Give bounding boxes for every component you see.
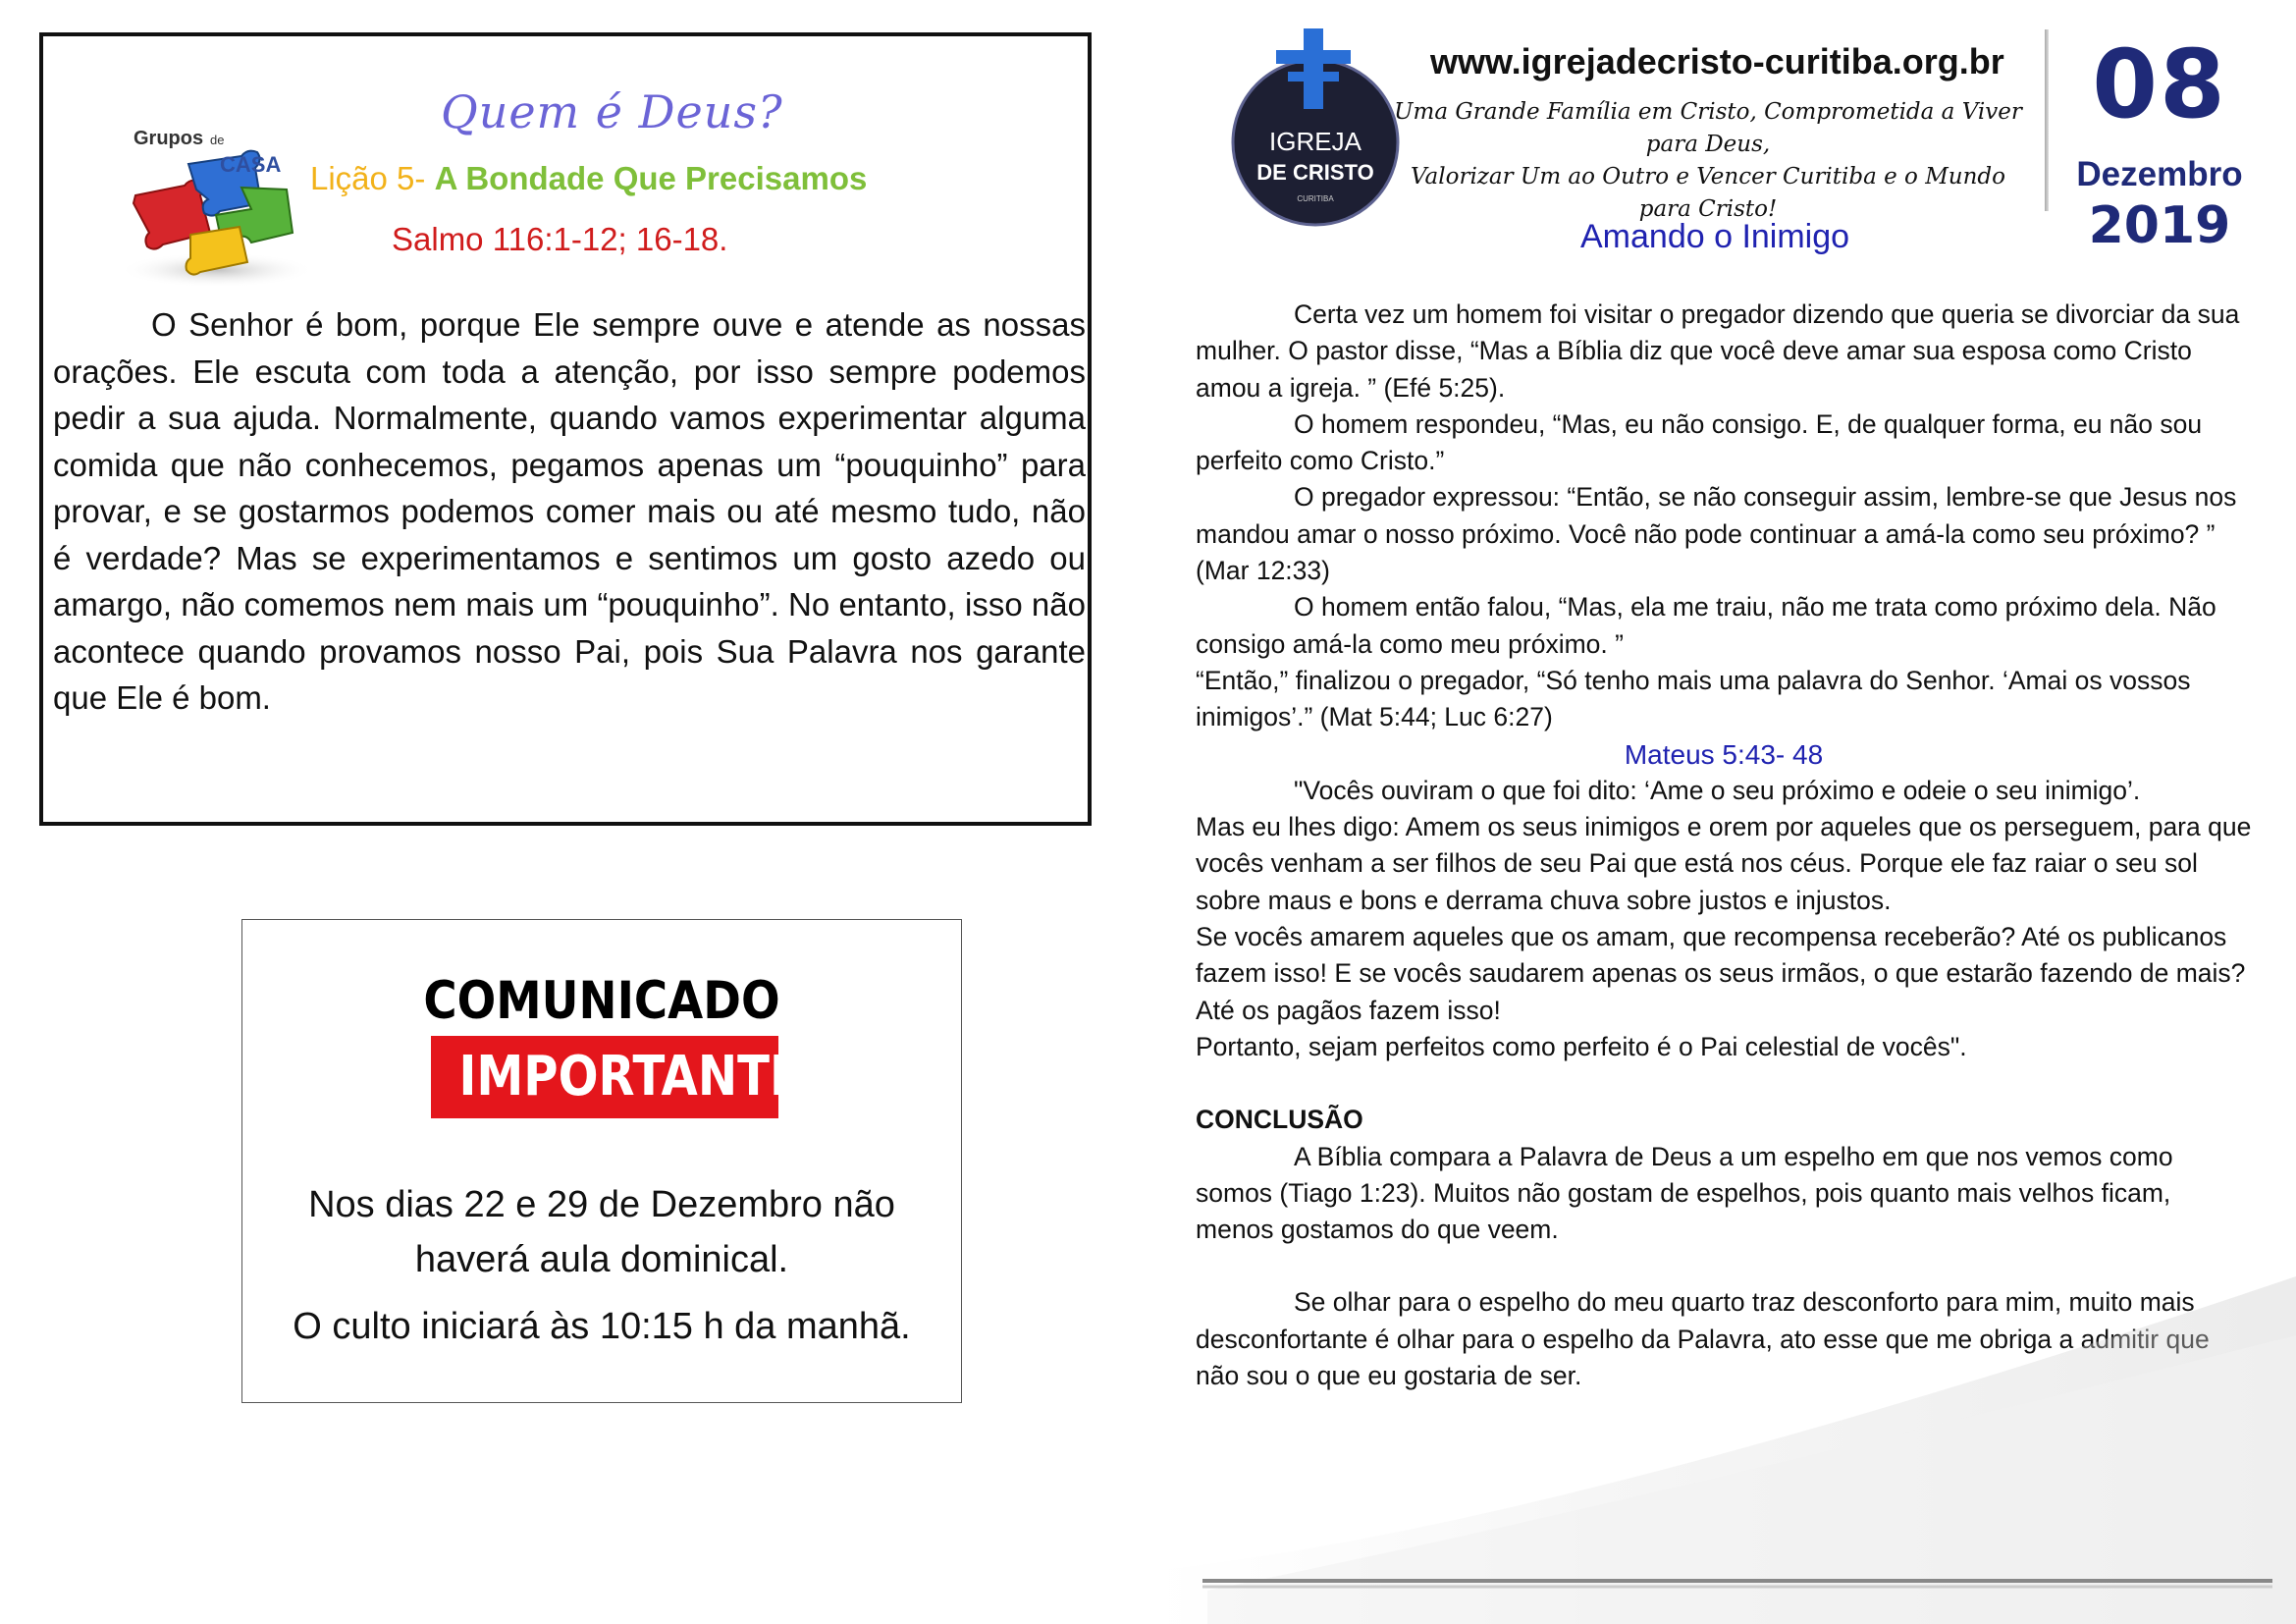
logo-text-de-cristo: DE CRISTO <box>1256 160 1374 185</box>
article-paragraph: O pregador expressou: “Então, se não conseguir assim, lembre-se que Jesus nos mandou amar o nosso próximo. Você não pode continuar a amá-la como seu próximo? ” (Mar 12:33) <box>1196 482 2237 586</box>
conclusion-paragraph: A Bíblia compara a Palavra de Deus a um espelho em que nos vemos como somos (Tiago 1:23). Muitos não gostam de espelhos, pois quanto mais velhos ficam, menos gostamos do que veem. <box>1196 1141 2173 1245</box>
notice-box <box>241 919 962 1403</box>
article-title: Amando o Inimigo <box>1580 218 1850 255</box>
verse-paragraph: "Vocês ouviram o que foi dito: ‘Ame o seu próximo e odeie o seu inimigo’. <box>1294 775 2141 805</box>
notice-line-1: Nos dias 22 e 29 de Dezembro não <box>308 1184 895 1225</box>
notice-heading-importante-text: IMPORTANTE <box>458 1045 802 1109</box>
tagline-line-1: Uma Grande Família em Cristo, Comprometida a Viver para Deus, <box>1394 99 2022 157</box>
lesson-title: Quem é Deus? <box>441 85 783 138</box>
site-url[interactable]: www.igrejadecristo-curitiba.org.br <box>1430 41 2004 81</box>
date-day: 08 <box>2092 29 2227 139</box>
lesson-subtitle <box>310 160 867 197</box>
logo-text-grupos: Grupos <box>133 128 204 149</box>
conclusion-heading: CONCLUSÃO <box>1196 1105 1363 1135</box>
date-month: Dezembro <box>2076 155 2243 193</box>
logo-text-de: de <box>210 133 225 147</box>
notice-text <box>242 1177 961 1354</box>
article-body <box>1196 297 2252 1394</box>
article-paragraph: Certa vez um homem foi visitar o pregador dizendo que queria se divorciar da sua mulher. O pastor disse, “Mas a Bíblia diz que você deve amar sua esposa como Cristo amou a igreja. ” (Efé 5:25). <box>1196 299 2240 403</box>
verse-paragraph: Portanto, sejam perfeitos como perfeito é o Pai celestial de vocês". <box>1196 1031 1967 1061</box>
logo-text-igreja: IGREJA <box>1269 127 1362 156</box>
notice-heading-comunicado: COMUNICADO <box>423 971 780 1031</box>
lesson-box <box>39 32 1092 826</box>
logo-text-casa: CASA <box>220 152 282 177</box>
lesson-number: Lição 5- <box>310 160 426 196</box>
notice-line-3: O culto iniciará às 10:15 h da manhã. <box>293 1306 911 1347</box>
lesson-body: O Senhor é bom, porque Ele sempre ouve e atende as nossas orações. Ele escuta com toda a atenção, por isso sempre podemos pedir a sua ajuda. Normalmente, quando vamos experimentar alguma comida que não conhecemos, pegamos apenas um “pouquinho” para provar, e se gostarmos podemos comer mais ou até mesmo tudo, não é verdade? Mas se experimentamos e sentimos um gosto azedo ou amargo, não comemos nem mais um “pouquinho”. No entanto, isso não acontece quando provamos nosso Pai, pois Sua Palavra nos garante que Ele é bom. <box>53 306 1086 716</box>
puzzle-logo-icon <box>94 105 330 292</box>
verse-paragraph: Se vocês amarem aqueles que os amam, que recompensa receberão? Até os publicanos fazem isso! E se vocês saudarem apenas os seus irmãos, o que estarão fazendo de mais? Até os pagãos fazem isso! <box>1196 922 2246 1025</box>
conclusion-paragraph: Se olhar para o espelho do meu quarto traz desconforto para mim, muito mais desconfortante é olhar para o espelho da Palavra, ato esse que me obriga a admitir que não sou o que eu gostaria de ser. <box>1196 1287 2210 1391</box>
verse-paragraph: Mas eu lhes digo: Amem os seus inimigos e orem por aqueles que os perseguem, para que vocês venham a ser filhos de seu Pai que está nos céus. Porque ele faz raiar o seu sol sobre maus e bons e derrama chuva sobre justos e injustos. <box>1196 812 2252 915</box>
article-paragraph: O homem então falou, “Mas, ela me traiu, não me trata como próximo dela. Não consigo amá-la como meu próximo. ” <box>1196 592 2216 659</box>
verse-reference: Mateus 5:43- 48 <box>1624 738 1824 770</box>
header-divider <box>2045 29 2049 211</box>
notice-line-2: haverá aula dominical. <box>414 1239 789 1280</box>
decorative-swoosh <box>1148 1276 2296 1624</box>
date-year: 2019 <box>2088 196 2231 255</box>
lesson-reference: Salmo 116:1-12; 16-18. <box>392 221 728 257</box>
tagline-line-2: Valorizar Um ao Outro e Vencer Curitiba e o Mundo para Cristo! <box>1411 164 2005 222</box>
lesson-name: A Bondade Que Precisamos <box>434 160 868 196</box>
tagline <box>1394 96 2022 226</box>
article-paragraph: O homem respondeu, “Mas, eu não consigo. E, de qualquer forma, eu não sou perfeito como Cristo.” <box>1196 408 2203 476</box>
logo-text-curitiba: CURITIBA <box>1297 194 1334 203</box>
article-paragraph: “Então,” finalizou o pregador, “Só tenho mais uma palavra do Senhor. ‘Amai os vossos inimigos’.” (Mat 5:44; Luc 6:27) <box>1196 665 2191 732</box>
church-logo-icon <box>1217 25 1414 231</box>
notice-heading-importante <box>431 1036 802 1118</box>
